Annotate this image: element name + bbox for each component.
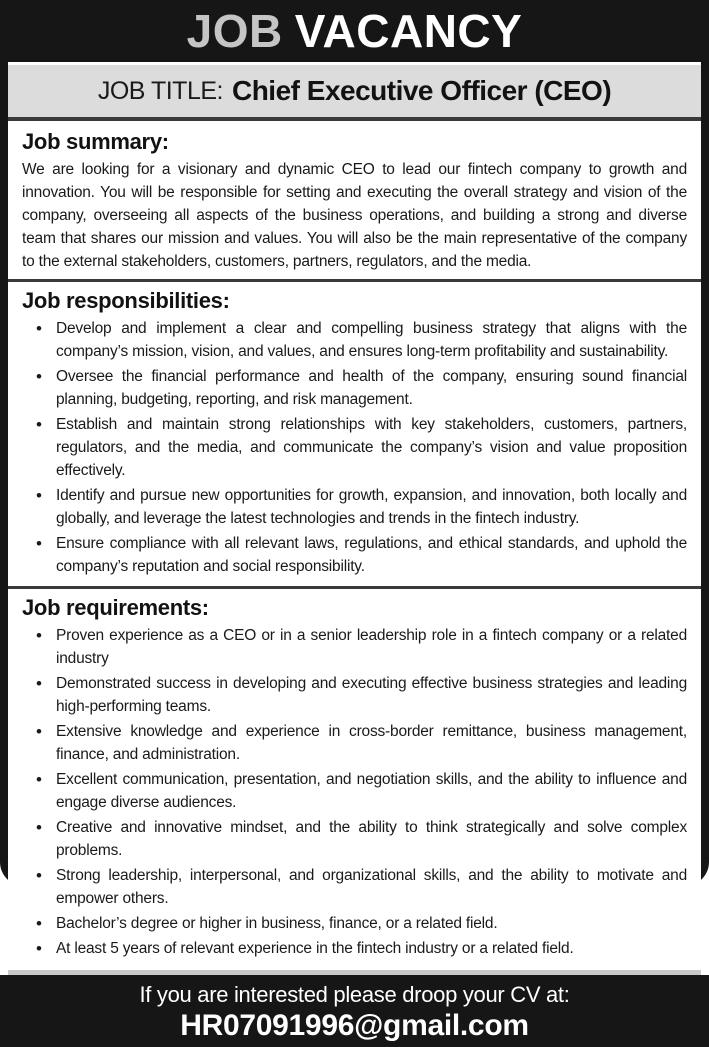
content-panel — [8, 121, 701, 975]
job-requirements-list — [22, 624, 687, 960]
bullet-item — [22, 624, 687, 670]
bullet-text: Ensure compliance with all relevant laws, regulations, and ethical standards, and uphold the company’s reputation and social responsibility. — [56, 535, 687, 575]
bullet-item — [22, 484, 687, 530]
section-job-requirements — [8, 586, 701, 968]
job-responsibilities-heading: Job responsibilities: — [22, 288, 230, 313]
bullet-text: Establish and maintain strong relationships with key stakeholders, customers, partners, regulators, and the media, and communicate the company’s vision and value proposition effectively. — [56, 416, 687, 479]
header — [0, 0, 709, 62]
bullet-item — [22, 768, 687, 814]
bullet-item — [22, 317, 687, 363]
bullet-icon: • — [36, 319, 42, 338]
bullet-item — [22, 912, 687, 935]
bullet-icon: • — [36, 534, 42, 553]
bullet-icon: • — [36, 722, 42, 741]
bullet-icon: • — [36, 914, 42, 933]
page-title-word-job: JOB — [186, 5, 283, 57]
bullet-icon: • — [36, 770, 42, 789]
bullet-text: Bachelor’s degree or higher in business, finance, or a related field. — [56, 915, 498, 932]
page-title-word-vacancy: VACANCY — [294, 5, 523, 57]
bullet-icon: • — [36, 939, 42, 958]
bullet-icon: • — [36, 818, 42, 837]
bullet-icon: • — [36, 367, 42, 386]
footer-email: HR07091996@gmail.com — [180, 1009, 529, 1042]
job-title-label: JOB TITLE: — [97, 76, 223, 105]
bullet-item — [22, 937, 687, 960]
bullet-icon: • — [36, 415, 42, 434]
bullet-item — [22, 720, 687, 766]
bullet-item — [22, 816, 687, 862]
bullet-text: Creative and innovative mindset, and the ability to think strategically and solve complex problems. — [56, 819, 687, 859]
bullet-text: Identify and pursue new opportunities for growth, expansion, and innovation, both locally and globally, and leverage the latest technologies and trends in the fintech industry. — [56, 487, 687, 527]
job-requirements-heading: Job requirements: — [22, 595, 209, 620]
bullet-item — [22, 672, 687, 718]
job-title-value: Chief Executive Officer (CEO) — [231, 75, 612, 106]
bullet-text: At least 5 years of relevant experience in the fintech industry or a related field. — [56, 940, 574, 957]
footer — [0, 975, 709, 1047]
bullet-item — [22, 365, 687, 411]
bullet-item — [22, 864, 687, 910]
footer-cta-text: If you are interested please droop your CV at: — [139, 982, 570, 1007]
bullet-icon: • — [36, 486, 42, 505]
bullet-icon: • — [36, 674, 42, 693]
job-summary-text: We are looking for a visionary and dynamic CEO to lead our fintech company to growth and innovation. You will be responsible for setting and executing the overall strategy and vision of the company, overseeing all aspects of the business operations, and building a strong and diverse team that shares our mission and values. You will also be the main representative of the company to the external stakeholders, customers, partners, regulators, and the media. — [22, 161, 687, 270]
bullet-item — [22, 532, 687, 578]
bullet-item — [22, 413, 687, 482]
bullet-icon: • — [36, 866, 42, 885]
bullet-text: Extensive knowledge and experience in cross-border remittance, business management, finance, and administration. — [56, 723, 687, 763]
bullet-text: Develop and implement a clear and compelling business strategy that aligns with the company’s mission, vision, and values, and ensures long-term profitability and sustainability. — [56, 320, 687, 360]
job-title-bar — [8, 62, 701, 121]
job-summary-heading: Job summary: — [22, 129, 169, 154]
bullet-icon: • — [36, 626, 42, 645]
bullet-text: Oversee the financial performance and health of the company, ensuring sound financial planning, budgeting, reporting, and risk management. — [56, 368, 687, 408]
bullet-text: Demonstrated success in developing and executing effective business strategies and leading high-performing teams. — [56, 675, 687, 715]
section-job-responsibilities — [8, 279, 701, 586]
bullet-text: Proven experience as a CEO or in a senior leadership role in a fintech company or a related industry — [56, 627, 687, 667]
section-job-summary — [8, 123, 701, 279]
bullet-text: Excellent communication, presentation, and negotiation skills, and the ability to influence and engage diverse audiences. — [56, 771, 687, 811]
page-title — [186, 5, 523, 57]
job-responsibilities-list — [22, 317, 687, 578]
bullet-text: Strong leadership, interpersonal, and organizational skills, and the ability to motivate and empower others. — [56, 867, 687, 907]
